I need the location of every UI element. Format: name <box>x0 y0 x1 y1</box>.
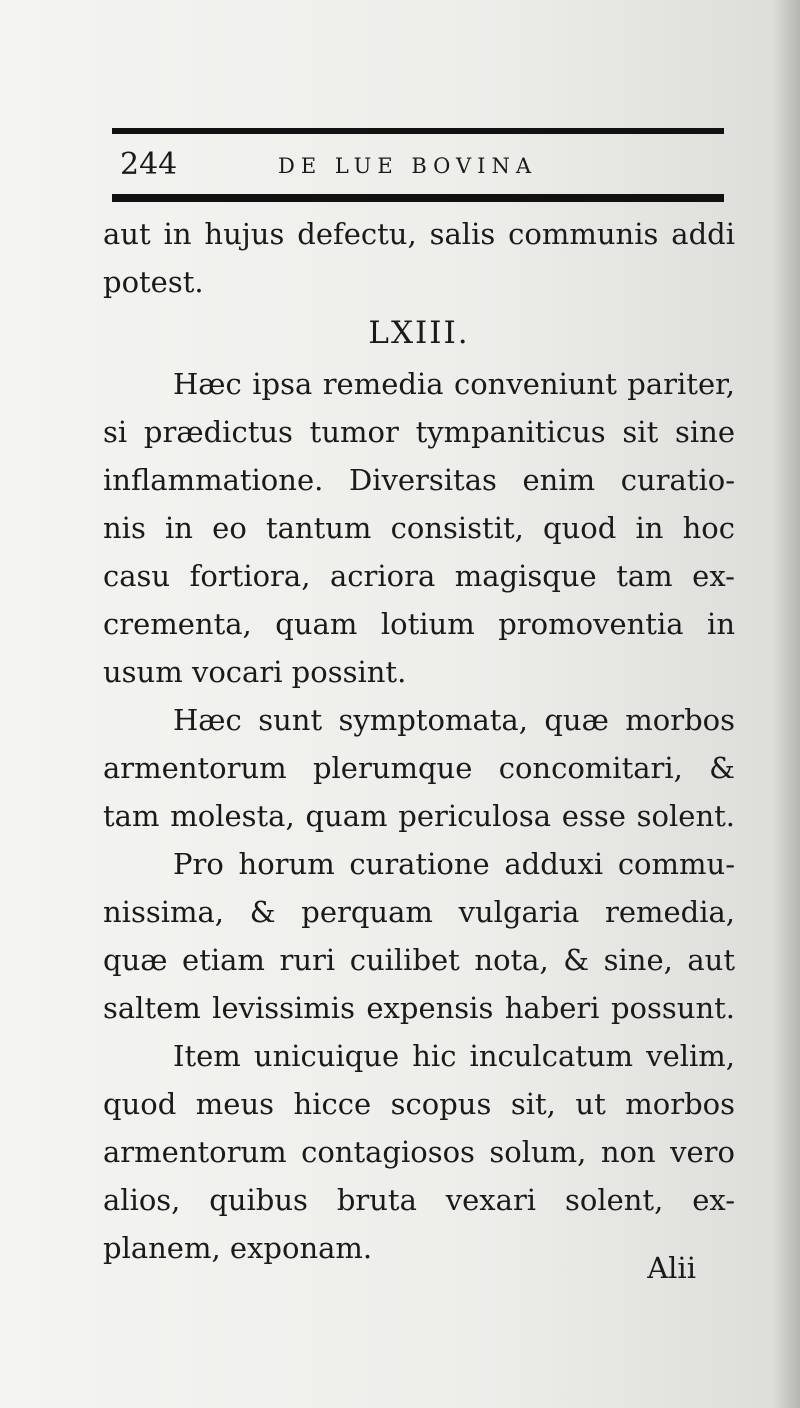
body-text <box>103 210 735 1272</box>
text-line: quæ etiam ruri cuilibet nota, & sine, aut <box>103 943 735 977</box>
paragraph-first-line: Hæc sunt symptomata, quæ morbos <box>173 703 735 737</box>
text-line: si prædictus tumor tympaniticus sit sine <box>103 415 735 449</box>
header-rule-bottom <box>112 194 724 202</box>
text-line: saltem levissimis expensis haberi possunt. <box>103 991 735 1025</box>
text-line: planem, exponam. <box>103 1231 373 1265</box>
text-line: usum vocari possint. <box>103 655 407 689</box>
text-line: potest. <box>103 265 204 299</box>
catchword: Alii <box>647 1251 696 1285</box>
text-line: nis in eo tantum consistit, quod in hoc <box>103 511 735 545</box>
section-heading: LXIII. <box>368 315 470 351</box>
text-line: nissima, & perquam vulgaria remedia, <box>103 895 735 929</box>
text-line: tam molesta, quam periculosa esse solent. <box>103 799 735 833</box>
text-line: armentorum plerumque concomitari, & <box>103 751 735 785</box>
text-line: inflammatione. Diversitas enim curatio- <box>103 463 735 497</box>
paragraph-first-line: Item unicuique hic inculcatum velim, <box>173 1039 735 1073</box>
text-line: quod meus hicce scopus sit, ut morbos <box>103 1087 735 1121</box>
page-number: 244 <box>120 147 178 182</box>
text-line: armentorum contagiosos solum, non vero <box>103 1135 735 1169</box>
running-title: DE LUE BOVINA <box>278 154 538 178</box>
header-rule-top <box>112 128 724 134</box>
running-head <box>112 145 724 185</box>
text-line: casu fortiora, acriora magisque tam ex- <box>103 559 735 593</box>
text-line: crementa, quam lotium promoventia in <box>103 607 735 641</box>
paragraph-first-line: Hæc ipsa remedia conveniunt pariter, <box>173 367 735 401</box>
text-line: alios, quibus bruta vexari solent, ex- <box>103 1183 735 1217</box>
paragraph-first-line: Pro horum curatione adduxi commu- <box>173 847 735 881</box>
text-line: aut in hujus defectu, salis communis addi <box>103 217 735 251</box>
page-edge-shadow <box>772 0 800 1408</box>
